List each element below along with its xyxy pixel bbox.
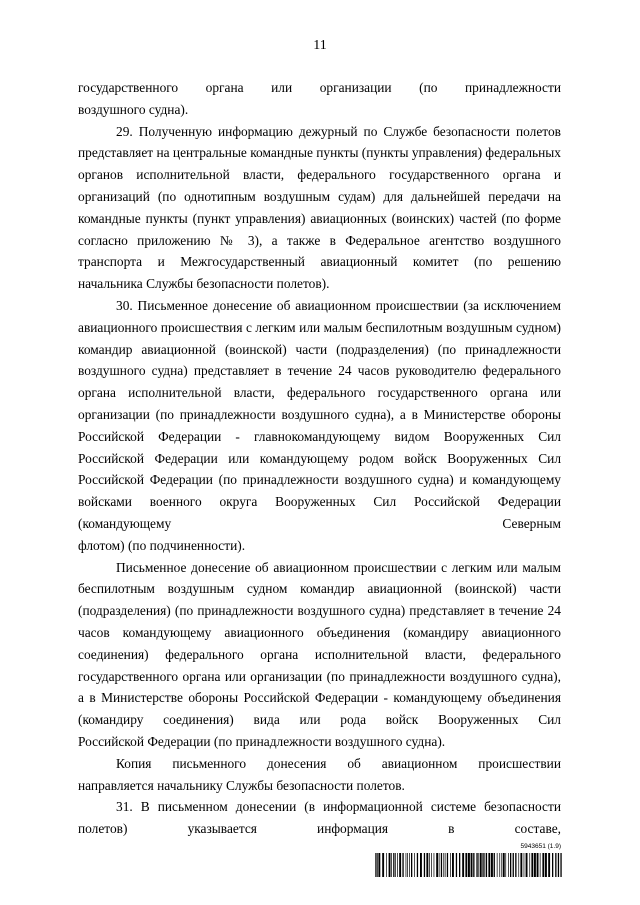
paragraph: воздушного судна). [78, 101, 189, 117]
paragraph: Российской Федерации (по принадлежности воздушного судна). [78, 733, 446, 749]
paragraph: Копия письменного донесения об авиационном происшествии [116, 755, 561, 771]
paragraph: 30. Письменное донесение об авиационном происшествии (за исключением авиационного происшествия с легким или малым беспилотным воздушным судном) командир авиационной (воинской) части (подразделения) (по принадлежности воздушного судна) представляет в течение 24 часов руководителю федерального органа исполнительной власти, федерального государственного органа или организации (по принадлежности воздушного судна), а в Министерстве обороны Российской Федерации - главнокомандующему видом Вооруженных Сил Российской Федерации или командующему родом войск Вооруженных Сил Российской Федерации (по принадлежности воздушного судна) и командующему войсками военного округа Вооруженных Сил Российской Федерации (командующему Северным [78, 297, 561, 531]
paragraph: направляется начальнику Службы безопасности полетов. [78, 777, 405, 793]
document-body [78, 77, 561, 840]
paragraph: начальника Службы безопасности полетов). [78, 276, 330, 292]
document-code: 5943651 (1.9) [520, 843, 561, 850]
page-number: 11 [313, 38, 327, 53]
paragraph: Письменное донесение об авиационном происшествии с легким или малым беспилотным воздушным судном командир авиационной (воинской) части (подразделения) (по принадлежности воздушного судна) представляет в течение 24 часов командующему авиационного объединения (командиру авиационного соединения) федерального органа исполнительной власти, федерального государственного органа или организации (по принадлежности воздушного судна), а в Министерстве обороны Российской Федерации - командующему объединения (командиру соединения) вида или рода войск Вооруженных Сил [78, 559, 561, 728]
paragraph: 31. В письменном донесении (в информационной системе безопасности полетов) указывается информация в составе, [78, 799, 561, 837]
paragraph: государственного органа или организации (по принадлежности [78, 80, 561, 95]
paragraph: 29. Полученную информацию дежурный по Службе безопасности полетов представляет на центральные командные пункты (пункты управления) федеральных органов исполнительной власти, федерального государственного органа и организаций (по однотипным воздушным судам) для дальнейшей передачи на командные пункты (пункт управления) авиационных (воинских) частей (по форме согласно приложению № 3), а также в Федеральное агентство воздушного транспорта и Межгосударственный авиационный комитет (по решению [78, 123, 561, 270]
paragraph: флотом) (по подчиненности). [78, 537, 246, 553]
barcode [375, 853, 563, 877]
